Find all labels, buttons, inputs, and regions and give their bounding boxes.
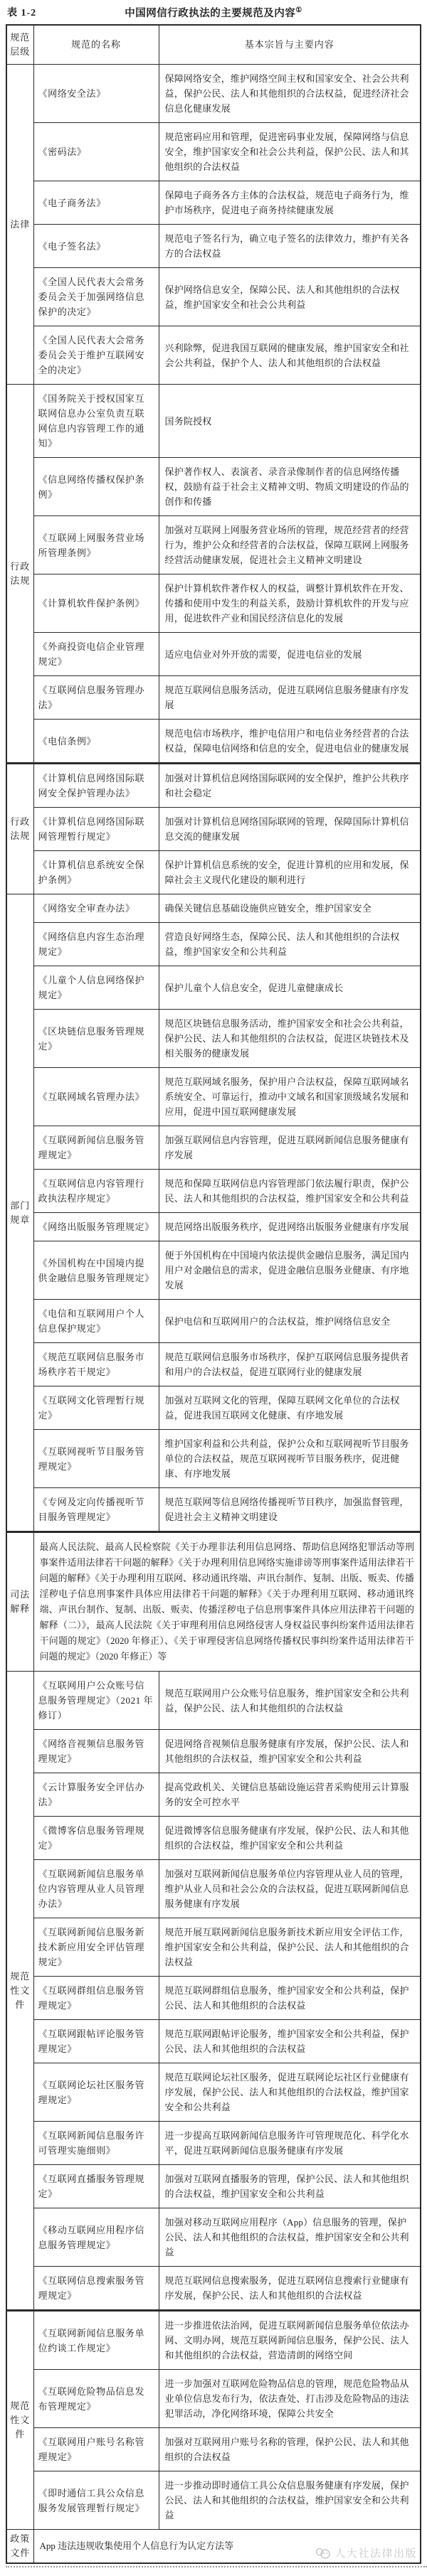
regulation-content-cell: 保护计算机信息系统的安全，促进计算机的应用和发展，保障社会主义现代化建设的顺利进行 [159, 851, 421, 894]
table-row [6, 1532, 421, 1672]
regulation-name-cell: 《互联网用户账号名称管理规定》 [33, 2428, 159, 2471]
regulation-content-cell: 规范互联网论坛社区服务，促进互联网论坛社区行业健康有序发展，保护公民、法人和其他组织的合法权益，维护国家安全和公共利益 [159, 2063, 421, 2122]
regulation-content-cell: 规范电信市场秩序，维护电信用户和电信业务经营者的合法权益，保障电信网络和信息的安全，促进电信业的健康发展 [159, 720, 421, 764]
level-cell: 行政法规 [6, 385, 33, 764]
regulation-content-cell: 规范区块链信息服务活动，维护国家安全和社会公共利益，保护公民、法人和其他组织的合法权益，促进区块链技术及相关服务的健康发展 [159, 1010, 421, 1068]
regulation-content-cell: 规范互联网信息服务市场秩序，保护互联网信息服务提供者和用户的合法权益，促进互联网行业的健康发展 [159, 1343, 421, 1386]
watermark-text: 人大社法律出版 [334, 2548, 417, 2560]
regulation-content-cell: 规范互联网信息服务活动，促进互联网信息服务健康有序发展 [159, 676, 421, 720]
regulation-name-cell: 《互联网新闻信息服务单位内容管理从业人员管理办法》 [33, 1860, 159, 1918]
table-row [6, 808, 421, 851]
regulation-content-cell: 营造良好网络生态，保障公民、法人和其他组织的合法权益，维护国家安全和公共利益 [159, 923, 421, 966]
regulation-name-cell: 《互联网视听节目服务管理规定》 [33, 1430, 159, 1488]
regulation-name-cell: 《全国人民代表大会常务委员会关于维护互联网安全的决定》 [33, 326, 159, 385]
regulation-name-cell: 《信息网络传播权保护条例》 [33, 458, 159, 516]
table-row [6, 1386, 421, 1430]
table-row [6, 2530, 421, 2564]
table-row [6, 676, 421, 720]
column-header-name: 规范的名称 [33, 25, 159, 65]
regulation-name-cell: 《互联网信息服务管理办法》 [33, 676, 159, 720]
table-row [6, 1241, 421, 1300]
table-row [6, 1300, 421, 1343]
table-row [6, 966, 421, 1010]
regulation-content-cell: 规范互联网信息搜索服务，促进互联网信息搜索行业健康有序发展，保护公民、法人和其他组织的合法权益 [159, 2267, 421, 2311]
regulation-name-cell: 《互联网信息搜索服务管理规定》 [33, 2267, 159, 2311]
regulation-content-cell: 确保关键信息基础设施供应链安全，维护国家安全 [159, 894, 421, 923]
regulation-content-cell: 加强对互联网上网服务营业场所的管理，规范经营者的经营行为，维护公众和经营者的合法权益，保障互联网上网服务经营活动健康发展，促进社会主义精神文明建设 [159, 516, 421, 574]
table-row [6, 1170, 421, 1213]
regulation-content-cell: 保护电信和互联网用户的合法权益，维护网络信息安全 [159, 1300, 421, 1343]
regulation-name-cell: 《密码法》 [33, 123, 159, 181]
regulation-name-cell: 《网络安全审查办法》 [33, 894, 159, 923]
table-row [6, 1010, 421, 1068]
level-cell: 规范性文件 [6, 2311, 33, 2530]
regulation-name-cell: 《互联网信息内容管理行政执法程序规定》 [33, 1170, 159, 1213]
regulation-name-cell: 《互联网论坛社区服务管理规定》 [33, 2063, 159, 2122]
regulation-name-cell: 《移动互联网应用程序信息服务管理规定》 [33, 2208, 159, 2267]
regulation-content-cell: 加强对互联网新闻信息服务单位内容管理从业人员的管理，维护从业人员和社会公众的合法权益，促进互联网新闻信息服务健康有序发展 [159, 1860, 421, 1918]
regulation-content-cell: 保护网络信息安全，保障公民、法人和其他组织的合法权益，维护国家安全和社会公共利益 [159, 268, 421, 326]
table-row [6, 123, 421, 181]
regulation-content-cell: 加强对互联网用户账号名称的管理，保护公民、法人和其他组织的合法权益 [159, 2428, 421, 2471]
regulation-name-cell: 《网络信息内容生态治理规定》 [33, 923, 159, 966]
regulation-name-cell: 《电子签名法》 [33, 225, 159, 268]
table-row [6, 2122, 421, 2165]
regulation-name-cell: 《互联网新闻信息服务许可管理实施细则》 [33, 2122, 159, 2165]
column-header-content: 基本宗旨与主要内容 [159, 25, 421, 65]
regulation-name-cell: 《云计算服务安全评估办法》 [33, 1773, 159, 1817]
table-row [6, 2471, 421, 2530]
table-row [6, 1773, 421, 1817]
regulation-content-cell: 规范开展互联网新闻信息服务新技术新应用安全评估工作，维护国家安全和公共利益，保护公民、法人和其他组织的合法权益 [159, 1918, 421, 1977]
regulation-content-cell: 保护著作权人、表演者、录音录像制作者的信息网络传播权，鼓励有益于社会主义精神文明、物质文明建设的作品的创作和传播 [159, 458, 421, 516]
regulation-name-cell: 《互联网用户公众账号信息服务管理规定》（2021 年修订） [33, 1672, 159, 1730]
table-row [6, 894, 421, 923]
regulation-content-cell: 保护儿童个人信息安全，促进儿童健康成长 [159, 966, 421, 1010]
regulation-name-cell: 《区块链信息服务管理规定》 [33, 1010, 159, 1068]
header-row [6, 25, 421, 65]
table-row [6, 720, 421, 764]
regulation-content-cell: 规范和保障互联网信息内容管理部门依法履行职责，保护公民、法人和其他组织的合法权益，维护国家安全和公共利益 [159, 1170, 421, 1213]
table-body [6, 65, 421, 2564]
regulation-content-cell: 规范密码应用和管理，促进密码事业发展，保障网络与信息安全，维护国家安全和社会公共利益，保护公民、法人和其他组织的合法权益 [159, 123, 421, 181]
regulation-name-cell: 《互联网文化管理暂行规定》 [33, 1386, 159, 1430]
page-title [6, 5, 421, 20]
regulation-content-cell: 维护国家利益和公共利益，保护公众和互联网视听节目服务单位的合法权益，规范互联网视听节目服务秩序，促进健康、有序地发展 [159, 1430, 421, 1488]
table-row [6, 1488, 421, 1532]
regulation-content-cell: 进一步加强对互联网危险物品信息的管理，规范危险物品从业单位信息发布行为，依法查处、打击涉及危险物品的违法犯罪活动，净化网络环境，保障公共安全 [159, 2370, 421, 2428]
level-cell: 规范性文件 [6, 1672, 33, 2311]
regulation-name-cell: 《互联网群组信息服务管理规定》 [33, 1977, 159, 2020]
merged-content-cell: 最高人民法院、最高人民检察院《关于办理非法利用信息网络、帮助信息网络犯罪活动等刑事案件适用法律若干问题的解释》《关于办理利用信息网络实施诽谤等刑事案件适用法律若干问题的解释》《关于办理利用互联网、移动通讯终端、声讯台制作、复制、出版、贩卖、传播淫秽电子信息刑事案件具体应用法律若干问题的解释》《关于办理利用互联网、移动通讯终端、声讯台制作、复制、出版、贩卖、传播淫秽电子信息刑事案件具体应用法律若干问题的解释（二）》，最高人民法院《关于审理利用信息网络侵害人身权益民事纠纷案件适用法律若干问题的规定》（2020 年修正）、《关于审理侵害信息网络传播权民事纠纷案件适用法律若干问题的规定》（2020 年修正）等 [33, 1532, 421, 1672]
regulation-content-cell: 规范互联网等信息网络传播视听节目秩序，加强监督管理，促进社会主义精神文明建设 [159, 1488, 421, 1532]
regulation-name-cell: 《网络音视频信息服务管理规定》 [33, 1730, 159, 1773]
regulation-name-cell: 《外国机构在中国境内提供金融信息服务管理规定》 [33, 1241, 159, 1300]
table-row [6, 1068, 421, 1126]
table-caption [6, 4, 421, 22]
table-row [6, 2267, 421, 2311]
regulation-content-cell: 促进网络音视频信息服务健康有序发展，保护公民、法人和其他组织的合法权益，维护国家安全和公共利益 [159, 1730, 421, 1773]
regulation-content-cell: 保护计算机软件著作权人的权益，调整计算机软件在开发、传播和使用中发生的利益关系，鼓励计算机软件的开发与应用，促进软件产业和国民经济信息化的发展 [159, 574, 421, 633]
table-row [6, 385, 421, 458]
table-row [6, 516, 421, 574]
regulation-content-cell: 加强对移动互联网应用程序（App）信息服务的管理，保护公民、法人和其他组织的合法权益，维护国家安全和公共利益 [159, 2208, 421, 2267]
regulation-name-cell: 《电信条例》 [33, 720, 159, 764]
level-cell: 政策文件 [6, 2530, 33, 2564]
table-row [6, 225, 421, 268]
table-row [6, 1860, 421, 1918]
table-row [6, 268, 421, 326]
regulation-content-cell: 加强互联网信息内容管理，促进互联网新闻信息服务健康有序发展 [159, 1126, 421, 1170]
regulation-content-cell: 规范互联网域名服务，保护用户合法权益，保障互联网域名系统安全、可靠运行，推动中文域名和国家顶级域名发展和应用，促进中国互联网健康发展 [159, 1068, 421, 1126]
regulation-content-cell: 保障网络安全，维护网络空间主权和国家安全、社会公共利益，保护公民、法人和其他组织的合法权益，促进经济社会信息化健康发展 [159, 65, 421, 123]
regulation-content-cell: 国务院授权 [159, 385, 421, 458]
table-row [6, 2311, 421, 2370]
regulation-name-cell: 《计算机软件保护条例》 [33, 574, 159, 633]
regulation-content-cell: 规范互联网用户公众账号信息服务，维护国家安全和公共利益，保护公民、法人和其他组织的合法权益 [159, 1672, 421, 1730]
regulation-content-cell: 进一步提高互联网新闻信息服务许可管理规范化、科学化水平，促进互联网新闻信息服务健康有序发展 [159, 2122, 421, 2165]
footnote-marker: ① [295, 6, 302, 15]
column-header-level: 规范层级 [6, 25, 33, 65]
regulation-content-cell: 便于外国机构在中国境内依法提供金融信息服务，满足国内用户对金融信息的需求，促进金融信息服务业健康、有序地发展 [159, 1241, 421, 1300]
regulations-table [6, 24, 421, 2564]
table-row [6, 1672, 421, 1730]
regulation-content-cell: 加强对计算机信息网络国际联网的安全保护，维护公共秩序和社会稳定 [159, 764, 421, 808]
table-row [6, 764, 421, 808]
regulation-content-cell: 加强对互联网文化的管理，保障互联网文化单位的合法权益，促进我国互联网文化健康、有序地发展 [159, 1386, 421, 1430]
regulation-name-cell: 《电子商务法》 [33, 181, 159, 225]
table-row [6, 1343, 421, 1386]
table-row [6, 923, 421, 966]
table-row [6, 181, 421, 225]
level-cell: 部门规章 [6, 894, 33, 1532]
page-bottom-divider [6, 2566, 427, 2567]
regulation-name-cell: 《网络出版服务管理规定》 [33, 1213, 159, 1241]
regulation-content-cell: 规范互联网跟帖评论服务，维护国家安全和公共利益，保护公民、法人和其他组织的合法权益 [159, 2020, 421, 2063]
table-row [6, 2020, 421, 2063]
level-cell: 行政法规 [6, 764, 33, 894]
table-row [6, 1730, 421, 1773]
regulation-name-cell: 《规范互联网信息服务市场秩序若干规定》 [33, 1343, 159, 1386]
regulation-name-cell: 《互联网新闻信息服务单位约谈工作规定》 [33, 2311, 159, 2370]
regulation-name-cell: 《专网及定向传播视听节目服务管理规定》 [33, 1488, 159, 1532]
regulation-name-cell: 《互联网跟帖评论服务管理规定》 [33, 2020, 159, 2063]
table-row [6, 1126, 421, 1170]
table-row [6, 1430, 421, 1488]
regulation-content-cell: 加强对计算机信息网络国际联网的管理，保障国际计算机信息交流的健康发展 [159, 808, 421, 851]
table-row [6, 2165, 421, 2208]
table-row [6, 633, 421, 676]
level-cell: 法律 [6, 65, 33, 385]
table-row [6, 1817, 421, 1860]
regulation-name-cell: 《国务院关于授权国家互联网信息办公室负责互联网信息内容管理工作的通知》 [33, 385, 159, 458]
table-row [6, 2208, 421, 2267]
table-row [6, 851, 421, 894]
regulation-content-cell: 进一步推动即时通信工具公众信息服务健康有序发展，保护公民、法人和其他组织的合法权益，维护国家安全和公共利益 [159, 2471, 421, 2530]
regulation-name-cell: 《外商投资电信企业管理规定》 [33, 633, 159, 676]
regulation-content-cell: 提高党政机关、关键信息基础设施运营者采购使用云计算服务的安全可控水平 [159, 1773, 421, 1817]
table-row [6, 1977, 421, 2020]
table-row [6, 1918, 421, 1977]
table-row [6, 65, 421, 123]
table-title-text: 中国网信行政执法的主要规范及内容 [125, 8, 296, 19]
regulation-name-cell: 《计算机信息网络国际联网管理暂行规定》 [33, 808, 159, 851]
table-row [6, 574, 421, 633]
regulation-content-cell: 适应电信业对外开放的需要，促进电信业的发展 [159, 633, 421, 676]
table-header [6, 25, 421, 65]
regulation-content-cell: 规范电子签名行为，确立电子签名的法律效力，维护有关各方的合法权益 [159, 225, 421, 268]
regulation-name-cell: 《电信和互联网用户个人信息保护规定》 [33, 1300, 159, 1343]
regulation-name-cell: 《网络安全法》 [33, 65, 159, 123]
table-row [6, 458, 421, 516]
table-number-label: 表 1-2 [7, 8, 37, 18]
table-row [6, 1213, 421, 1241]
regulation-name-cell: 《微博客信息服务管理规定》 [33, 1817, 159, 1860]
regulation-name-cell: 《儿童个人信息网络保护规定》 [33, 966, 159, 1010]
regulation-content-cell: 规范网络出版服务秩序，促进网络出版服务业健康有序发展 [159, 1213, 421, 1241]
regulation-name-cell: 《即时通信工具公众信息服务发展管理暂行规定》 [33, 2471, 159, 2530]
regulation-content-cell: 进一步推进依法治网，促进互联网新闻信息服务单位依法办网、文明办网，规范互联网新闻信息服务，保护公民、法人和其他组织的合法权益，营造清朗的网络空间 [159, 2311, 421, 2370]
level-cell: 司法解释 [6, 1532, 33, 1672]
regulation-name-cell: 《互联网危险物品信息发布管理规定》 [33, 2370, 159, 2428]
regulation-name-cell: 《互联网上网服务营业场所管理条例》 [33, 516, 159, 574]
table-row [6, 2063, 421, 2122]
table-row [6, 326, 421, 385]
regulation-content-cell: 促进微博客信息服务健康有序发展，保护公民、法人和其他组织的合法权益，维护国家安全和公共利益 [159, 1817, 421, 1860]
table-row [6, 2370, 421, 2428]
regulation-name-cell: 《互联网直播服务管理规定》 [33, 2165, 159, 2208]
regulation-name-cell: 《计算机信息网络国际联网安全保护管理办法》 [33, 764, 159, 808]
regulation-name-cell: 《互联网域名管理办法》 [33, 1068, 159, 1126]
regulation-content-cell: 保障电子商务各方主体的合法权益，规范电子商务行为，维护市场秩序，促进电子商务持续健康发展 [159, 181, 421, 225]
regulation-content-cell: 规范互联网群组信息服务，维护国家安全和公共利益，保护公民、法人和其他组织的合法权益 [159, 1977, 421, 2020]
regulation-name-cell: 《互联网新闻信息服务管理规定》 [33, 1126, 159, 1170]
table-row [6, 2428, 421, 2471]
regulation-content-cell: 加强对互联网直播服务的管理，保护公民、法人和其他组织的合法权益，维护国家安全和公共利益 [159, 2165, 421, 2208]
regulation-content-cell: 兴利除弊，促进我国互联网的健康发展，维护国家安全和社会公共利益，保护个人、法人和其他组织的合法权益 [159, 326, 421, 385]
regulation-name-cell: 《计算机信息系统安全保护条例》 [33, 851, 159, 894]
merged-content-cell: App 违法违规收集使用个人信息行为认定方法等 [33, 2530, 421, 2564]
regulation-name-cell: 《互联网新闻信息服务新技术新应用安全评估管理规定》 [33, 1918, 159, 1977]
regulation-name-cell: 《全国人民代表大会常务委员会关于加强网络信息保护的决定》 [33, 268, 159, 326]
